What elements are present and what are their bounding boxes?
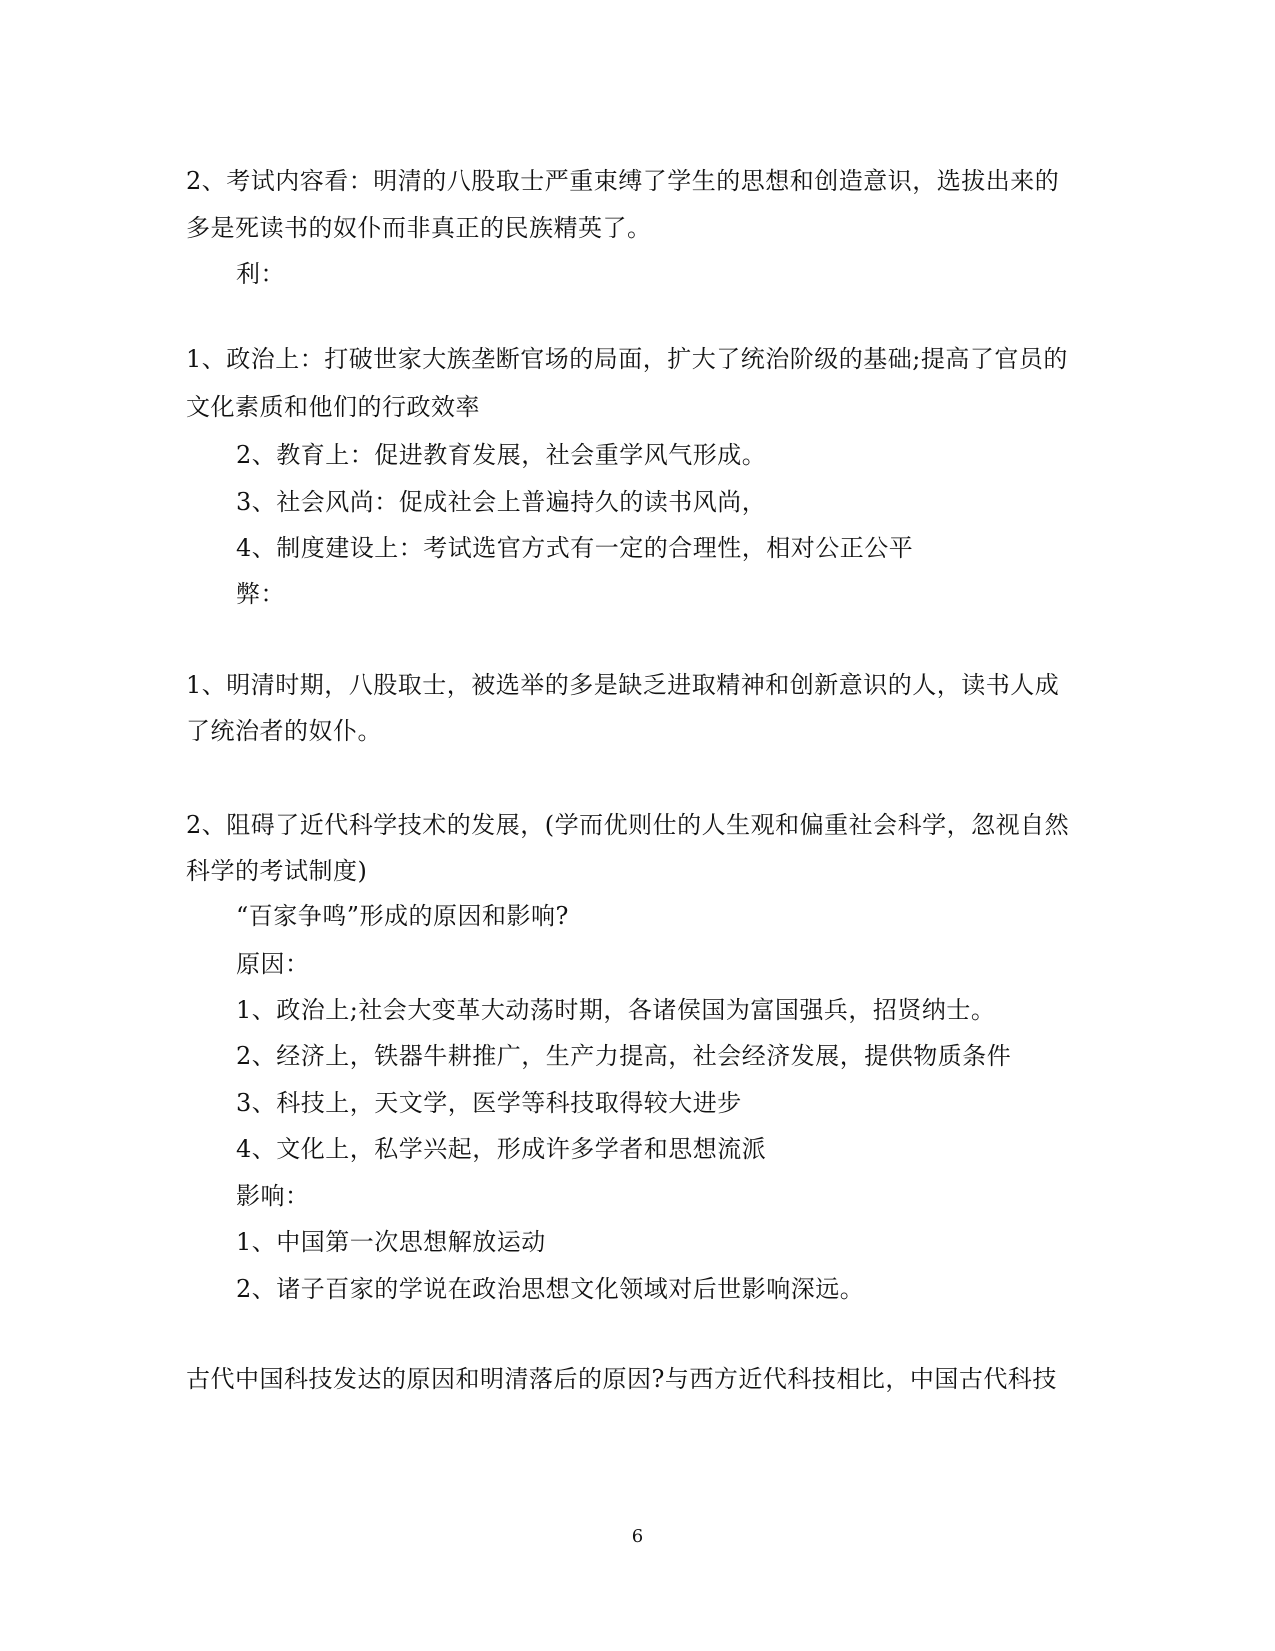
list-item: 2、教育上：促进教育发展，社会重学风气形成。 [236, 441, 767, 469]
section-heading-pros: 利： [236, 260, 285, 288]
list-item: 1、中国第一次思想解放运动 [236, 1228, 546, 1256]
paragraph-line: 科学的考试制度) [186, 857, 368, 885]
paragraph-line: 1、政治上：打破世家大族垄断官场的局面，扩大了统治阶级的基础;提高了官员的 [186, 345, 1068, 373]
page-number: 6 [631, 1526, 644, 1547]
paragraph-line: 文化素质和他们的行政效率 [186, 393, 480, 421]
section-heading-effects: 影响： [236, 1182, 310, 1210]
paragraph-line: 2、阻碍了近代科学技术的发展，(学而优则仕的人生观和偏重社会科学，忽视自然 [186, 811, 1070, 839]
list-item: 4、文化上，私学兴起，形成许多学者和思想流派 [236, 1135, 767, 1163]
question-heading: “百家争鸣”形成的原因和影响? [236, 902, 569, 930]
paragraph-line: 古代中国科技发达的原因和明清落后的原因?与西方近代科技相比，中国古代科技 [186, 1365, 1057, 1393]
paragraph-line: 2、考试内容看：明清的八股取士严重束缚了学生的思想和创造意识，选拔出来的 [186, 167, 1060, 195]
paragraph-line: 多是死读书的奴仆而非真正的民族精英了。 [186, 214, 652, 242]
list-item: 4、制度建设上：考试选官方式有一定的合理性，相对公正公平 [236, 534, 914, 562]
paragraph-line: 1、明清时期，八股取士，被选举的多是缺乏进取精神和创新意识的人，读书人成 [186, 671, 1060, 699]
list-item: 3、科技上，天文学，医学等科技取得较大进步 [236, 1089, 742, 1117]
list-item: 2、诸子百家的学说在政治思想文化领域对后世影响深远。 [236, 1275, 865, 1303]
list-item: 2、经济上，铁器牛耕推广，生产力提高，社会经济发展，提供物质条件 [236, 1042, 1012, 1070]
section-heading-cons: 弊： [236, 580, 285, 608]
list-item: 1、政治上;社会大变革大动荡时期，各诸侯国为富国强兵，招贤纳士。 [236, 996, 996, 1024]
section-heading-causes: 原因： [236, 950, 310, 978]
list-item: 3、社会风尚：促成社会上普遍持久的读书风尚， [236, 488, 767, 516]
paragraph-line: 了统治者的奴仆。 [186, 717, 382, 745]
